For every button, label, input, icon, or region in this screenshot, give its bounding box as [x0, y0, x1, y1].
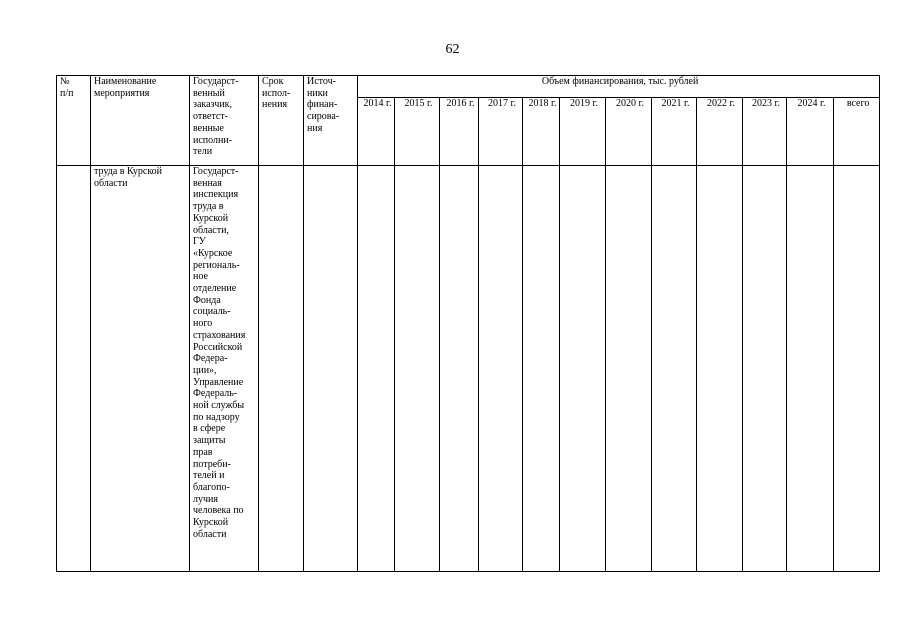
header-year: 2017 г. [479, 98, 523, 166]
financing-table [56, 75, 880, 572]
header-customer: Государст- венный заказчик, ответст- венные исполни- тели [190, 76, 259, 166]
header-year: 2015 г. [395, 98, 440, 166]
cell-name: труда в Курской области [91, 166, 190, 572]
header-year: 2023 г. [743, 98, 787, 166]
cell-year-value [652, 166, 697, 572]
header-num: № п/п [57, 76, 91, 166]
cell-term [259, 166, 304, 572]
cell-year-value [523, 166, 560, 572]
cell-year-value [743, 166, 787, 572]
header-name: Наименование мероприятия [91, 76, 190, 166]
cell-year-value [787, 166, 834, 572]
header-year: 2022 г. [697, 98, 743, 166]
header-year: 2020 г. [606, 98, 652, 166]
cell-num [57, 166, 91, 572]
header-year: 2014 г. [358, 98, 395, 166]
header-year: 2018 г. [523, 98, 560, 166]
header-year: 2021 г. [652, 98, 697, 166]
header-term: Срок испол- нения [259, 76, 304, 166]
page-number: 62 [445, 42, 460, 57]
header-year: 2016 г. [440, 98, 479, 166]
cell-year-value [560, 166, 606, 572]
header-year: 2019 г. [560, 98, 606, 166]
cell-year-value [479, 166, 523, 572]
cell-year-value [395, 166, 440, 572]
header-source: Источ- ники финан- сирова- ния [304, 76, 358, 166]
header-total: всего [834, 98, 880, 166]
cell-year-value [440, 166, 479, 572]
header-finance: Объем финансирования, тыс. рублей [358, 76, 880, 98]
cell-year-value [697, 166, 743, 572]
cell-source [304, 166, 358, 572]
cell-customer: Государст- венная инспекция труда в Курской области, ГУ «Курское региональ- ное отделение Фонда социаль- ного страхования Российской Федера- ции», Управление Федераль- ной службы по надзору в сфере защиты прав потреби- телей и благопо- лучия человека по Курской области [190, 166, 259, 572]
table-row [57, 166, 880, 572]
cell-total-value [834, 166, 880, 572]
header-year: 2024 г. [787, 98, 834, 166]
cell-year-value [606, 166, 652, 572]
cell-year-value [358, 166, 395, 572]
